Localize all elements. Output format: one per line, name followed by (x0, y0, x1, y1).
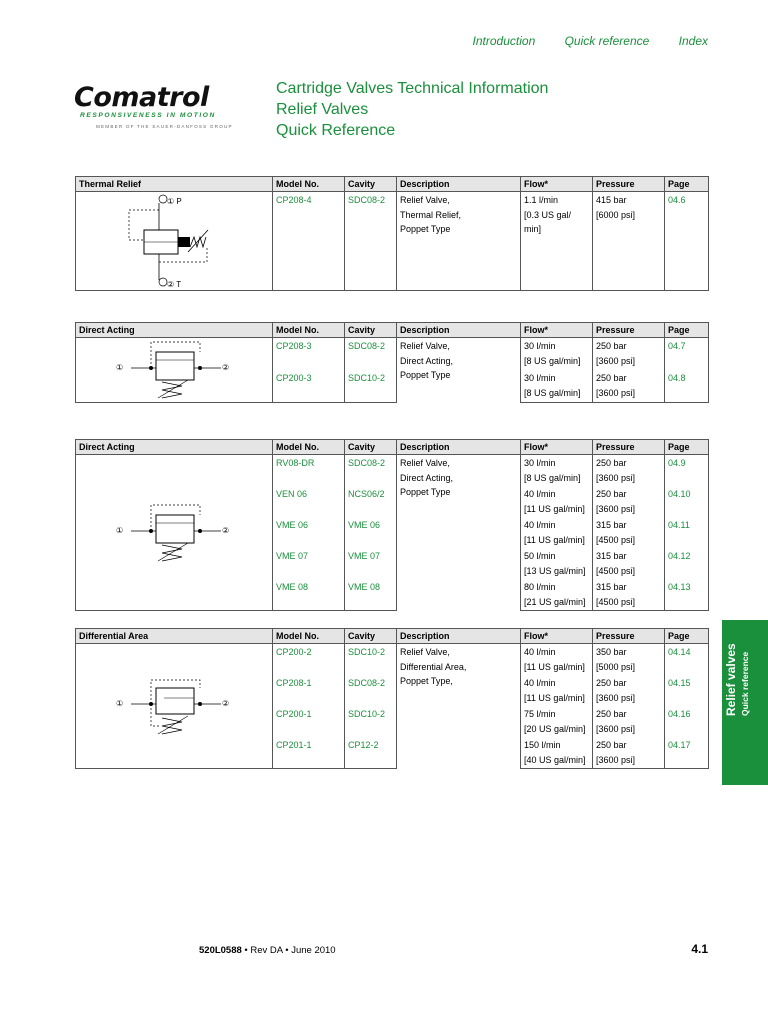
cell-line: Relief Valve, (400, 341, 450, 351)
page-link[interactable]: 04.12 (665, 548, 709, 579)
column-header: Description (397, 440, 521, 455)
port-2-label: ② T (167, 280, 182, 289)
cell-line: [6000 psi] (596, 209, 636, 220)
valve-symbol (76, 501, 272, 565)
column-header: Pressure (593, 323, 665, 338)
column-header: Pressure (593, 177, 665, 192)
cell-line: 315 bar (596, 551, 627, 561)
footer-revision: • Rev DA • June 2010 (241, 945, 336, 956)
pressure-cell (593, 338, 665, 371)
column-header: Cavity (345, 629, 397, 644)
cell-line: [21 US gal/min] (524, 596, 586, 607)
flow-cell (521, 737, 593, 769)
valve-table (75, 322, 709, 403)
cavity-link[interactable]: SDC10-2 (345, 706, 397, 737)
description-cell (397, 644, 521, 769)
cell-line: 250 bar (596, 709, 627, 719)
column-header: Pressure (593, 629, 665, 644)
cell-line: 250 bar (596, 373, 627, 383)
cell-line: 40 l/min (524, 678, 556, 688)
column-header: Description (397, 629, 521, 644)
port-2-label: ② (222, 363, 230, 372)
table-row (76, 192, 709, 291)
page-link[interactable]: 04.17 (665, 737, 709, 769)
port-1-label: ① (116, 363, 124, 372)
page-title (276, 78, 548, 141)
cavity-link[interactable]: SDC10-2 (345, 370, 397, 403)
flow-cell (521, 486, 593, 517)
cell-line: 80 l/min (524, 582, 556, 592)
table-header-row (76, 323, 709, 338)
logo-tagline: RESPONSIVENESS IN MOTION (80, 112, 216, 119)
column-header: Model No. (273, 629, 345, 644)
cell-line: 40 l/min (524, 520, 556, 530)
model-link[interactable]: CP201-1 (273, 737, 345, 769)
flow-cell (521, 706, 593, 737)
column-header: Flow* (521, 323, 593, 338)
flow-cell (521, 644, 593, 676)
column-header: Flow* (521, 440, 593, 455)
cell-line: [4500 psi] (596, 596, 636, 607)
cell-line: [4500 psi] (596, 534, 636, 545)
pressure-cell (593, 706, 665, 737)
cell-line: Relief Valve, (400, 195, 450, 205)
valve-symbol-cell (76, 338, 273, 403)
page-link[interactable]: 04.14 (665, 644, 709, 676)
cell-line: [11 US gal/min] (524, 534, 585, 545)
cell-line: 75 l/min (524, 709, 556, 719)
model-link[interactable]: VEN 06 (273, 486, 345, 517)
valve-table (75, 176, 709, 291)
cell-line: [3600 psi] (596, 387, 636, 398)
cell-line: Poppet Type, (400, 676, 453, 686)
page-link[interactable]: 04.11 (665, 517, 709, 548)
flow-cell (521, 455, 593, 487)
cell-line: 250 bar (596, 458, 627, 468)
cell-line: 50 l/min (524, 551, 556, 561)
column-header: Model No. (273, 177, 345, 192)
cavity-link[interactable]: VME 06 (345, 517, 397, 548)
cell-line: Relief Valve, (400, 458, 450, 468)
cavity-link[interactable]: SDC08-2 (345, 192, 397, 291)
nav-introduction[interactable]: Introduction (472, 34, 536, 48)
pressure-cell (593, 486, 665, 517)
column-header: Page (665, 629, 709, 644)
page-link[interactable]: 04.6 (665, 192, 709, 291)
flow-cell (521, 370, 593, 403)
column-header: Flow* (521, 177, 593, 192)
model-link[interactable]: CP200-1 (273, 706, 345, 737)
column-header: Description (397, 177, 521, 192)
model-link[interactable]: VME 06 (273, 517, 345, 548)
cell-line: [3600 psi] (596, 692, 636, 703)
cell-line: [3600 psi] (596, 754, 636, 765)
flow-cell (521, 192, 593, 291)
pressure-cell (593, 370, 665, 403)
model-link[interactable]: CP200-3 (273, 370, 345, 403)
cell-line: Poppet Type (400, 370, 451, 380)
column-header: Cavity (345, 440, 397, 455)
page-link[interactable]: 04.13 (665, 579, 709, 611)
cell-line: 415 bar (596, 195, 627, 205)
cell-line: [5000 psi] (596, 661, 636, 672)
cell-line: 250 bar (596, 341, 627, 351)
valve-symbol (76, 192, 272, 290)
valve-table (75, 439, 709, 611)
cell-line: [11 US gal/min] (524, 692, 585, 703)
title-line-1: Cartridge Valves Technical Information (276, 80, 549, 97)
page-link[interactable]: 04.15 (665, 675, 709, 706)
column-header: Page (665, 440, 709, 455)
cavity-link[interactable]: SDC08-2 (345, 338, 397, 371)
cell-line: min] (524, 224, 542, 234)
valve-symbol (76, 674, 272, 738)
column-header: Cavity (345, 323, 397, 338)
cell-line: [11 US gal/min] (524, 661, 585, 672)
pressure-cell (593, 548, 665, 579)
cell-line: [8 US gal/min] (524, 472, 581, 483)
description-cell (397, 338, 521, 403)
side-tab-title: Relief valves (724, 643, 738, 716)
category-header: Direct Acting (76, 440, 273, 455)
pressure-cell (593, 675, 665, 706)
category-header: Differential Area (76, 629, 273, 644)
cell-line: [3600 psi] (596, 723, 636, 734)
cell-line: 1.1 l/min (524, 195, 559, 205)
port-1-label: ① (116, 525, 124, 535)
footer-doc-number: 520L0588 (199, 945, 242, 956)
side-tab-subtitle: Quick reference (740, 651, 750, 716)
logo-word: Comatrol (74, 82, 209, 113)
cell-line: [20 US gal/min] (524, 723, 586, 734)
cavity-link[interactable]: NCS06/2 (345, 486, 397, 517)
cavity-link[interactable]: SDC10-2 (345, 644, 397, 676)
model-link[interactable]: VME 08 (273, 579, 345, 611)
pressure-cell (593, 737, 665, 769)
table-row (76, 338, 709, 371)
cell-line: [8 US gal/min] (524, 387, 581, 398)
page-number: 4.1 (691, 942, 708, 956)
column-header: Description (397, 323, 521, 338)
cell-line: 250 bar (596, 678, 627, 688)
column-header: Page (665, 323, 709, 338)
cell-line: [13 US gal/min] (524, 565, 586, 576)
cell-line: [4500 psi] (596, 565, 636, 576)
valve-symbol-cell (76, 644, 273, 769)
pressure-cell (593, 192, 665, 291)
table-header-row (76, 440, 709, 455)
model-link[interactable]: CP200-2 (273, 644, 345, 676)
port-1-label: ① (116, 699, 124, 708)
cell-line: Direct Acting, (400, 355, 454, 366)
model-link[interactable]: CP208-1 (273, 675, 345, 706)
model-link[interactable]: RV08-DR (273, 455, 345, 487)
description-cell (397, 192, 521, 291)
flow-cell (521, 517, 593, 548)
cavity-link[interactable]: VME 07 (345, 548, 397, 579)
cell-line: 250 bar (596, 489, 627, 499)
cell-line: Relief Valve, (400, 647, 450, 657)
column-header: Cavity (345, 177, 397, 192)
cell-line: Poppet Type (400, 487, 451, 497)
cell-line: Direct Acting, (400, 472, 454, 483)
port-1-label: ① P (167, 197, 182, 206)
page-link[interactable]: 04.10 (665, 486, 709, 517)
column-header: Model No. (273, 323, 345, 338)
cell-line: 315 bar (596, 520, 627, 530)
section-side-tab[interactable] (722, 620, 768, 785)
page-link[interactable]: 04.8 (665, 370, 709, 403)
cavity-link[interactable]: SDC08-2 (345, 455, 397, 487)
logo-member: MEMBER OF THE SAUER-DANFOSS GROUP (96, 124, 233, 129)
model-link[interactable]: VME 07 (273, 548, 345, 579)
flow-cell (521, 338, 593, 371)
top-nav (447, 34, 708, 48)
title-line-3: Quick Reference (276, 122, 396, 139)
pressure-cell (593, 579, 665, 611)
comatrol-logo (74, 84, 264, 129)
cell-line: Differential Area, (400, 661, 467, 672)
cell-line: [0.3 US gal/ (524, 209, 572, 220)
cell-line: [3600 psi] (596, 503, 636, 514)
page-link[interactable]: 04.9 (665, 455, 709, 487)
table-header-row (76, 629, 709, 644)
cell-line: 250 bar (596, 740, 627, 750)
cell-line: Thermal Relief, (400, 209, 462, 220)
cavity-link[interactable]: SDC08-2 (345, 675, 397, 706)
column-header: Page (665, 177, 709, 192)
cell-line: [8 US gal/min] (524, 355, 581, 366)
valve-table (75, 628, 709, 769)
category-header: Direct Acting (76, 323, 273, 338)
cavity-link[interactable]: VME 08 (345, 579, 397, 611)
port-2-label: ② (222, 525, 230, 535)
cell-line: 315 bar (596, 582, 627, 592)
table-header-row (76, 177, 709, 192)
nav-index[interactable]: Index (678, 34, 708, 48)
model-link[interactable]: CP208-4 (273, 192, 345, 291)
port-2-label: ② (222, 699, 230, 708)
pressure-cell (593, 455, 665, 487)
cell-line: [11 US gal/min] (524, 503, 585, 514)
category-header: Thermal Relief (76, 177, 273, 192)
title-line-2: Relief Valves (276, 101, 369, 118)
table-row (76, 455, 709, 487)
flow-cell (521, 548, 593, 579)
valve-symbol (76, 338, 272, 402)
page-link[interactable]: 04.7 (665, 338, 709, 371)
cell-line: [3600 psi] (596, 355, 636, 366)
cell-line: 30 l/min (524, 341, 556, 351)
pressure-cell (593, 517, 665, 548)
cell-line: 350 bar (596, 647, 627, 657)
pressure-cell (593, 644, 665, 676)
cell-line: 40 l/min (524, 647, 556, 657)
footer (199, 945, 336, 956)
nav-quick-reference[interactable]: Quick reference (564, 34, 650, 48)
cell-line: 150 l/min (524, 740, 561, 750)
cell-line: 30 l/min (524, 458, 556, 468)
cavity-link[interactable]: CP12-2 (345, 737, 397, 769)
table-row (76, 644, 709, 676)
cell-line: [3600 psi] (596, 472, 636, 483)
flow-cell (521, 579, 593, 611)
cell-line: Poppet Type (400, 224, 451, 234)
model-link[interactable]: CP208-3 (273, 338, 345, 371)
valve-symbol-cell (76, 455, 273, 611)
page-link[interactable]: 04.16 (665, 706, 709, 737)
column-header: Model No. (273, 440, 345, 455)
cell-line: [40 US gal/min] (524, 754, 586, 765)
description-cell (397, 455, 521, 611)
cell-line: 30 l/min (524, 373, 556, 383)
flow-cell (521, 675, 593, 706)
column-header: Pressure (593, 440, 665, 455)
column-header: Flow* (521, 629, 593, 644)
cell-line: 40 l/min (524, 489, 556, 499)
valve-symbol-cell (76, 192, 273, 291)
